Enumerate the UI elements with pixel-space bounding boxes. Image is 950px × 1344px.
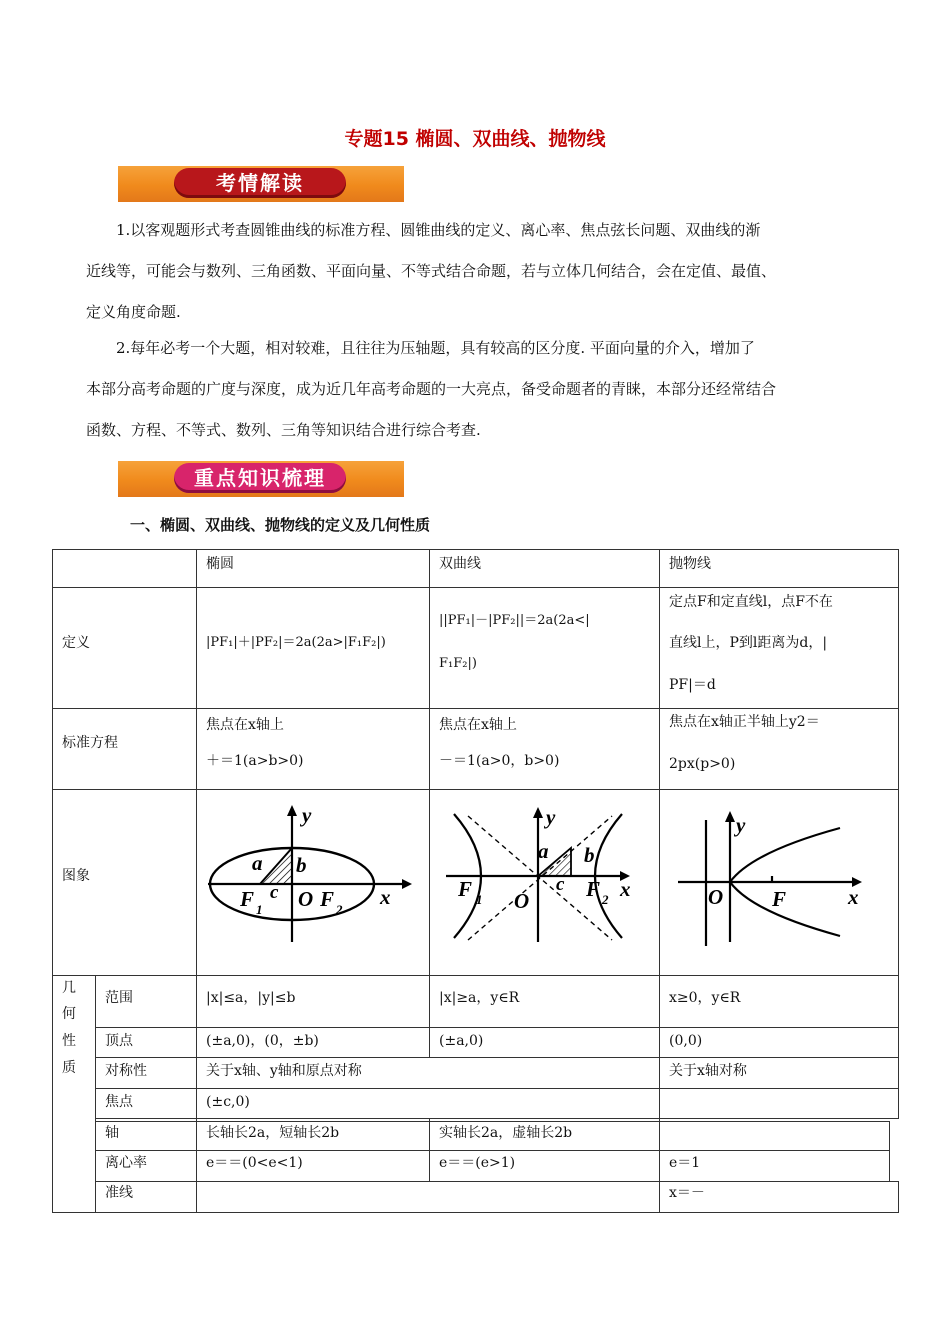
row-label-eccentricity: 离心率 <box>105 1155 147 1171</box>
ellipse-y-label: y <box>302 803 312 827</box>
row-label-focus: 焦点 <box>105 1094 133 1110</box>
hyperbola-graph <box>440 800 650 954</box>
section-heading: 一、椭圆、双曲线、抛物线的定义及几何性质 <box>130 516 431 534</box>
parabola-origin-label: O <box>708 885 724 909</box>
parabola-graph <box>672 800 887 954</box>
ellipse-equation-line2: ＋＝1(a>b>0) <box>206 753 304 769</box>
section-banner-key-knowledge <box>118 461 404 497</box>
parabola-focus-label: F <box>772 887 787 911</box>
hyperbola-y-label: y <box>546 805 556 829</box>
row-label-axis: 轴 <box>105 1125 119 1141</box>
parabola-equation-line1: 焦点在x轴正半轴上y2＝ <box>669 714 820 730</box>
ellipse-f2-label: F <box>320 887 335 911</box>
geo-label-char-2: 何 <box>62 1006 76 1022</box>
paragraph-2 <box>86 328 876 451</box>
hyperbola-c-label: c <box>556 874 565 895</box>
parabola-range: x≥0，y∈R <box>669 990 741 1006</box>
paragraph-1-line-2: 近线等，可能会与数列、三角函数、平面向量、不等式结合命题，若与立体几何结合，会在定值、最值、 <box>86 262 777 280</box>
ellipse-eccentricity: e＝＝(0<e<1) <box>206 1155 303 1171</box>
ellipse-x-label: x <box>380 885 391 909</box>
ellipse-f1-label: F <box>240 887 255 911</box>
header-ellipse: 椭圆 <box>206 556 234 572</box>
hyperbola-f2-label: F <box>586 877 601 901</box>
geo-label-char-4: 质 <box>62 1060 76 1076</box>
parabola-x-label: x <box>848 885 859 909</box>
parabola-directrix: x＝－ <box>669 1185 705 1201</box>
ellipse-equation-line1: 焦点在x轴上 <box>206 717 284 733</box>
hyperbola-f2-subscript: 2 <box>602 892 609 907</box>
hyperbola-definition-line1: ||PF₁|－|PF₂||＝2a(2a<| <box>439 613 590 628</box>
hyperbola-x-label: x <box>620 877 631 901</box>
paragraph-2-line-1: 2.每年必考一个大题，相对较难，且往往为压轴题，具有较高的区分度. 平面向量的介入，增加了 <box>116 339 755 357</box>
ellipse-hyperbola-symmetry: 关于x轴、y轴和原点对称 <box>206 1063 362 1079</box>
parabola-definition-line3: PF|＝d <box>669 677 716 693</box>
paragraph-2-line-3: 函数、方程、不等式、数列、三角等知识结合进行综合考查. <box>86 421 481 439</box>
ellipse-axis: 长轴长2a，短轴长2b <box>206 1125 340 1141</box>
row-label-vertex: 顶点 <box>105 1033 133 1049</box>
paragraph-1-line-3: 定义角度命题. <box>86 303 181 321</box>
parabola-y-label: y <box>736 813 746 837</box>
ellipse-definition: |PF₁|＋|PF₂|＝2a(2a>|F₁F₂|) <box>206 635 386 650</box>
paragraph-1 <box>86 210 876 333</box>
geo-label-char-1: 几 <box>62 980 76 996</box>
parabola-symmetry: 关于x轴对称 <box>669 1063 747 1079</box>
hyperbola-f1-subscript: 1 <box>476 892 483 907</box>
header-parabola: 抛物线 <box>669 556 711 572</box>
ellipse-f1-subscript: 1 <box>256 902 263 917</box>
ellipse-hyperbola-focus: (±c,0) <box>206 1094 250 1110</box>
parabola-eccentricity: e＝1 <box>669 1155 701 1171</box>
ellipse-origin-label: O <box>298 887 314 911</box>
section-banner-exam-analysis <box>118 166 404 202</box>
ellipse-f2-subscript: 2 <box>336 902 343 917</box>
row-label-symmetry: 对称性 <box>105 1063 147 1079</box>
hyperbola-equation-line1: 焦点在x轴上 <box>439 717 517 733</box>
hyperbola-b-label: b <box>584 843 595 867</box>
paragraph-1-line-1: 1.以客观题形式考查圆锥曲线的标准方程、圆锥曲线的定义、离心率、焦点弦长问题、双曲线的渐 <box>116 221 761 239</box>
ellipse-a-label: a <box>252 851 263 875</box>
row-label-range: 范围 <box>105 990 133 1006</box>
row-label-equation: 标准方程 <box>62 735 118 751</box>
row-label-directrix: 准线 <box>105 1185 133 1201</box>
hyperbola-range: |x|≥a，y∈R <box>439 990 520 1006</box>
row-label-graph: 图象 <box>62 868 90 884</box>
ellipse-b-label: b <box>296 853 307 877</box>
ellipse-graph <box>204 800 419 954</box>
hyperbola-origin-label: O <box>514 889 530 913</box>
parabola-vertex: (0,0) <box>669 1033 703 1049</box>
hyperbola-axis: 实轴长2a，虚轴长2b <box>439 1125 573 1141</box>
paragraph-2-line-2: 本部分高考命题的广度与深度，成为近几年高考命题的一大亮点，备受命题者的青睐，本部分还经常结合 <box>86 380 777 398</box>
geo-label-char-3: 性 <box>62 1033 76 1049</box>
banner-label: 重点知识梳理 <box>194 466 326 490</box>
ellipse-range: |x|≤a，|y|≤b <box>206 990 296 1006</box>
parabola-definition-line2: 直线l上，P到l距离为d，| <box>669 635 828 651</box>
header-hyperbola: 双曲线 <box>439 556 481 572</box>
ellipse-vertex: (±a,0)，(0，±b) <box>206 1033 319 1049</box>
hyperbola-definition-line2: F₁F₂|) <box>439 656 477 671</box>
hyperbola-a-label: a <box>538 839 549 863</box>
row-label-definition: 定义 <box>62 635 90 651</box>
ellipse-c-label: c <box>270 882 279 903</box>
hyperbola-f1-label: F <box>458 877 473 901</box>
parabola-definition-line1: 定点F和定直线l，点F不在 <box>669 594 833 610</box>
banner-label: 考情解读 <box>216 171 304 195</box>
hyperbola-eccentricity: e＝＝(e>1) <box>439 1155 516 1171</box>
page-title: 专题15 椭圆、双曲线、抛物线 <box>344 128 606 150</box>
hyperbola-vertex: (±a,0) <box>439 1033 484 1049</box>
hyperbola-equation-line2: －＝1(a>0，b>0) <box>439 753 560 769</box>
parabola-equation-line2: 2px(p>0) <box>669 756 736 772</box>
